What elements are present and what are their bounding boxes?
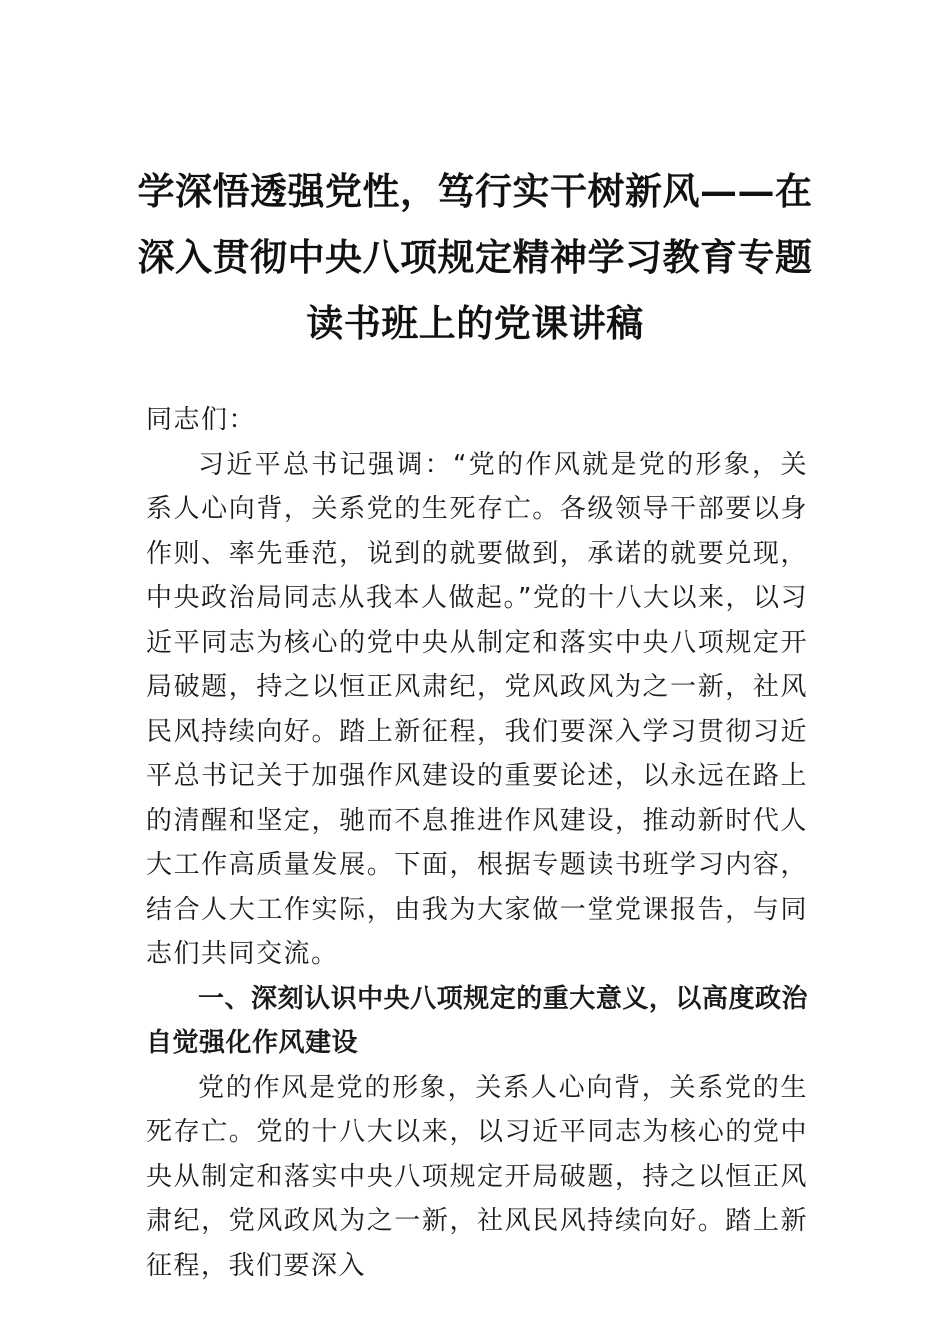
document-body (146, 398, 808, 1288)
paragraph-section-1: 党的作风是党的形象，关系人心向背，关系党的生死存亡。党的十八大以来，以习近平同志为核心的党中央从制定和落实中央八项规定开局破题，持之以恒正风肃纪，党风政风为之一新，社风民风持续向好。踏上新征程，我们要深入 (146, 1072, 808, 1281)
paragraph-intro: 习近平总书记强调：“党的作风就是党的形象，关系人心向背，关系党的生死存亡。各级领导干部要以身作则、率先垂范，说到的就要做到，承诺的就要兑现，中央政治局同志从我本人做起。”党的十八大以来，以习近平同志为核心的党中央从制定和落实中央八项规定开局破题，持之以恒正风肃纪，党风政风为之一新，社风民风持续向好。踏上新征程，我们要深入学习贯彻习近平总书记关于加强作风建设的重要论述，以永远在路上的清醒和坚定，驰而不息推进作风建设，推动新时代人大工作高质量发展。下面，根据专题读书班学习内容，结合人大工作实际，由我为大家做一堂党课报告，与同志们共同交流。 (146, 449, 808, 969)
document-title (130, 158, 820, 356)
title-line-1: 学深悟透强党性，笃行实干树新风——在 (137, 169, 813, 213)
section-heading-1: 一、深刻认识中央八项规定的重大意义，以高度政治自觉强化作风建设 (146, 983, 808, 1058)
title-line-2: 深入贯彻中央八项规定精神学习教育专题 (137, 235, 813, 279)
title-line-3: 读书班上的党课讲稿 (306, 301, 644, 345)
salutation: 同志们： (146, 405, 257, 435)
